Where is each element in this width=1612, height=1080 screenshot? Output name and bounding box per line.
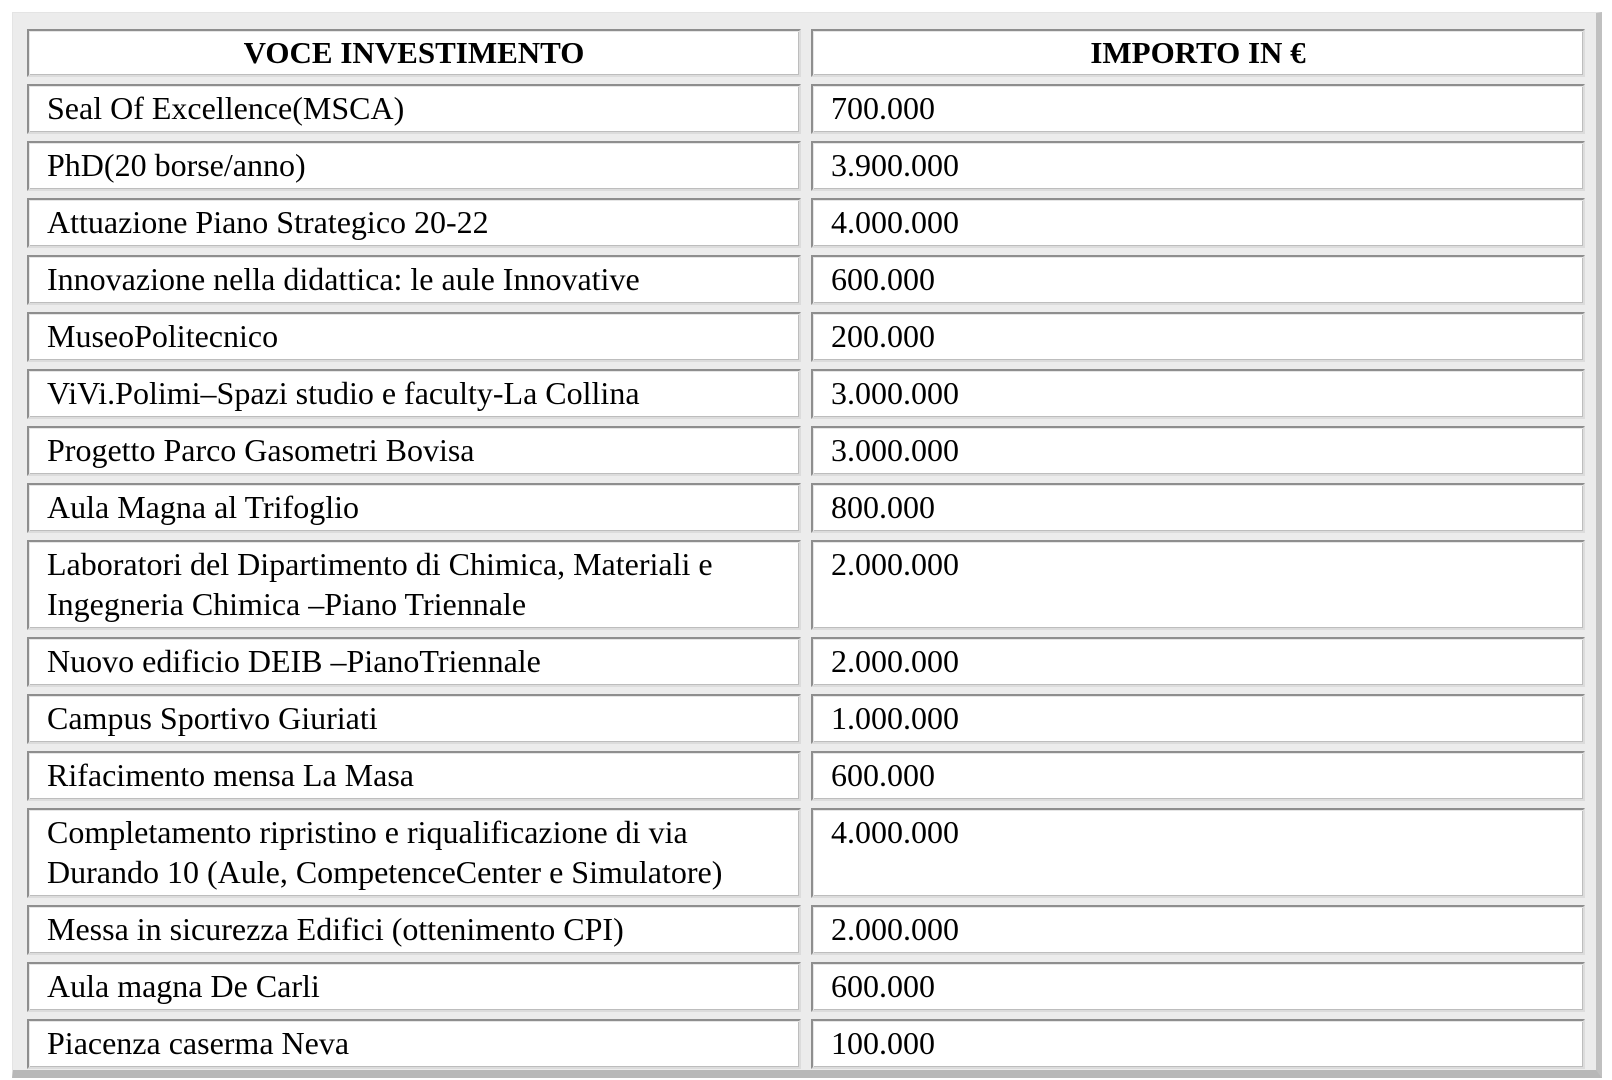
cell-importo: 3.000.000 (811, 426, 1585, 476)
table-row (27, 141, 1585, 191)
cell-voce: MuseoPolitecnico (27, 312, 801, 362)
investment-table (17, 22, 1595, 1076)
cell-importo: 4.000.000 (811, 198, 1585, 248)
cell-voce: Progetto Parco Gasometri Bovisa (27, 426, 801, 476)
cell-voce: Seal Of Excellence(MSCA) (27, 84, 801, 134)
cell-importo: 2.000.000 (811, 540, 1585, 630)
table-frame (12, 12, 1602, 1078)
cell-voce: Piacenza caserma Neva (27, 1019, 801, 1069)
table-row (27, 751, 1585, 801)
cell-voce: Completamento ripristino e riqualificazione di via Durando 10 (Aule, CompetenceCenter e Simulatore) (27, 808, 801, 898)
header-importo: IMPORTO IN € (811, 29, 1585, 77)
table-row (27, 255, 1585, 305)
table-row (27, 694, 1585, 744)
cell-importo: 200.000 (811, 312, 1585, 362)
cell-importo: 600.000 (811, 255, 1585, 305)
table-row (27, 426, 1585, 476)
table-row (27, 905, 1585, 955)
cell-voce: PhD(20 borse/anno) (27, 141, 801, 191)
table-row (27, 637, 1585, 687)
cell-voce: ViVi.Polimi–Spazi studio e faculty-La Collina (27, 369, 801, 419)
cell-voce: Innovazione nella didattica: le aule Innovative (27, 255, 801, 305)
table-row (27, 540, 1585, 630)
cell-importo: 600.000 (811, 751, 1585, 801)
table-row (27, 84, 1585, 134)
table-row (27, 369, 1585, 419)
cell-voce: Campus Sportivo Giuriati (27, 694, 801, 744)
header-voce-investimento: VOCE INVESTIMENTO (27, 29, 801, 77)
cell-voce: Attuazione Piano Strategico 20-22 (27, 198, 801, 248)
table-row (27, 198, 1585, 248)
cell-voce: Nuovo edificio DEIB –PianoTriennale (27, 637, 801, 687)
cell-voce: Laboratori del Dipartimento di Chimica, Materiali e Ingegneria Chimica –Piano Triennale (27, 540, 801, 630)
table-row (27, 312, 1585, 362)
cell-importo: 700.000 (811, 84, 1585, 134)
cell-voce: Rifacimento mensa La Masa (27, 751, 801, 801)
cell-voce: Messa in sicurezza Edifici (ottenimento CPI) (27, 905, 801, 955)
cell-importo: 800.000 (811, 483, 1585, 533)
table-row (27, 483, 1585, 533)
cell-importo: 3.900.000 (811, 141, 1585, 191)
table-row (27, 1019, 1585, 1069)
cell-importo: 2.000.000 (811, 637, 1585, 687)
cell-importo: 1.000.000 (811, 694, 1585, 744)
cell-voce: Aula magna De Carli (27, 962, 801, 1012)
table-row (27, 808, 1585, 898)
table-row (27, 962, 1585, 1012)
table-header-row (27, 29, 1585, 77)
cell-importo: 2.000.000 (811, 905, 1585, 955)
cell-importo: 4.000.000 (811, 808, 1585, 898)
cell-importo: 100.000 (811, 1019, 1585, 1069)
cell-voce: Aula Magna al Trifoglio (27, 483, 801, 533)
cell-importo: 600.000 (811, 962, 1585, 1012)
cell-importo: 3.000.000 (811, 369, 1585, 419)
